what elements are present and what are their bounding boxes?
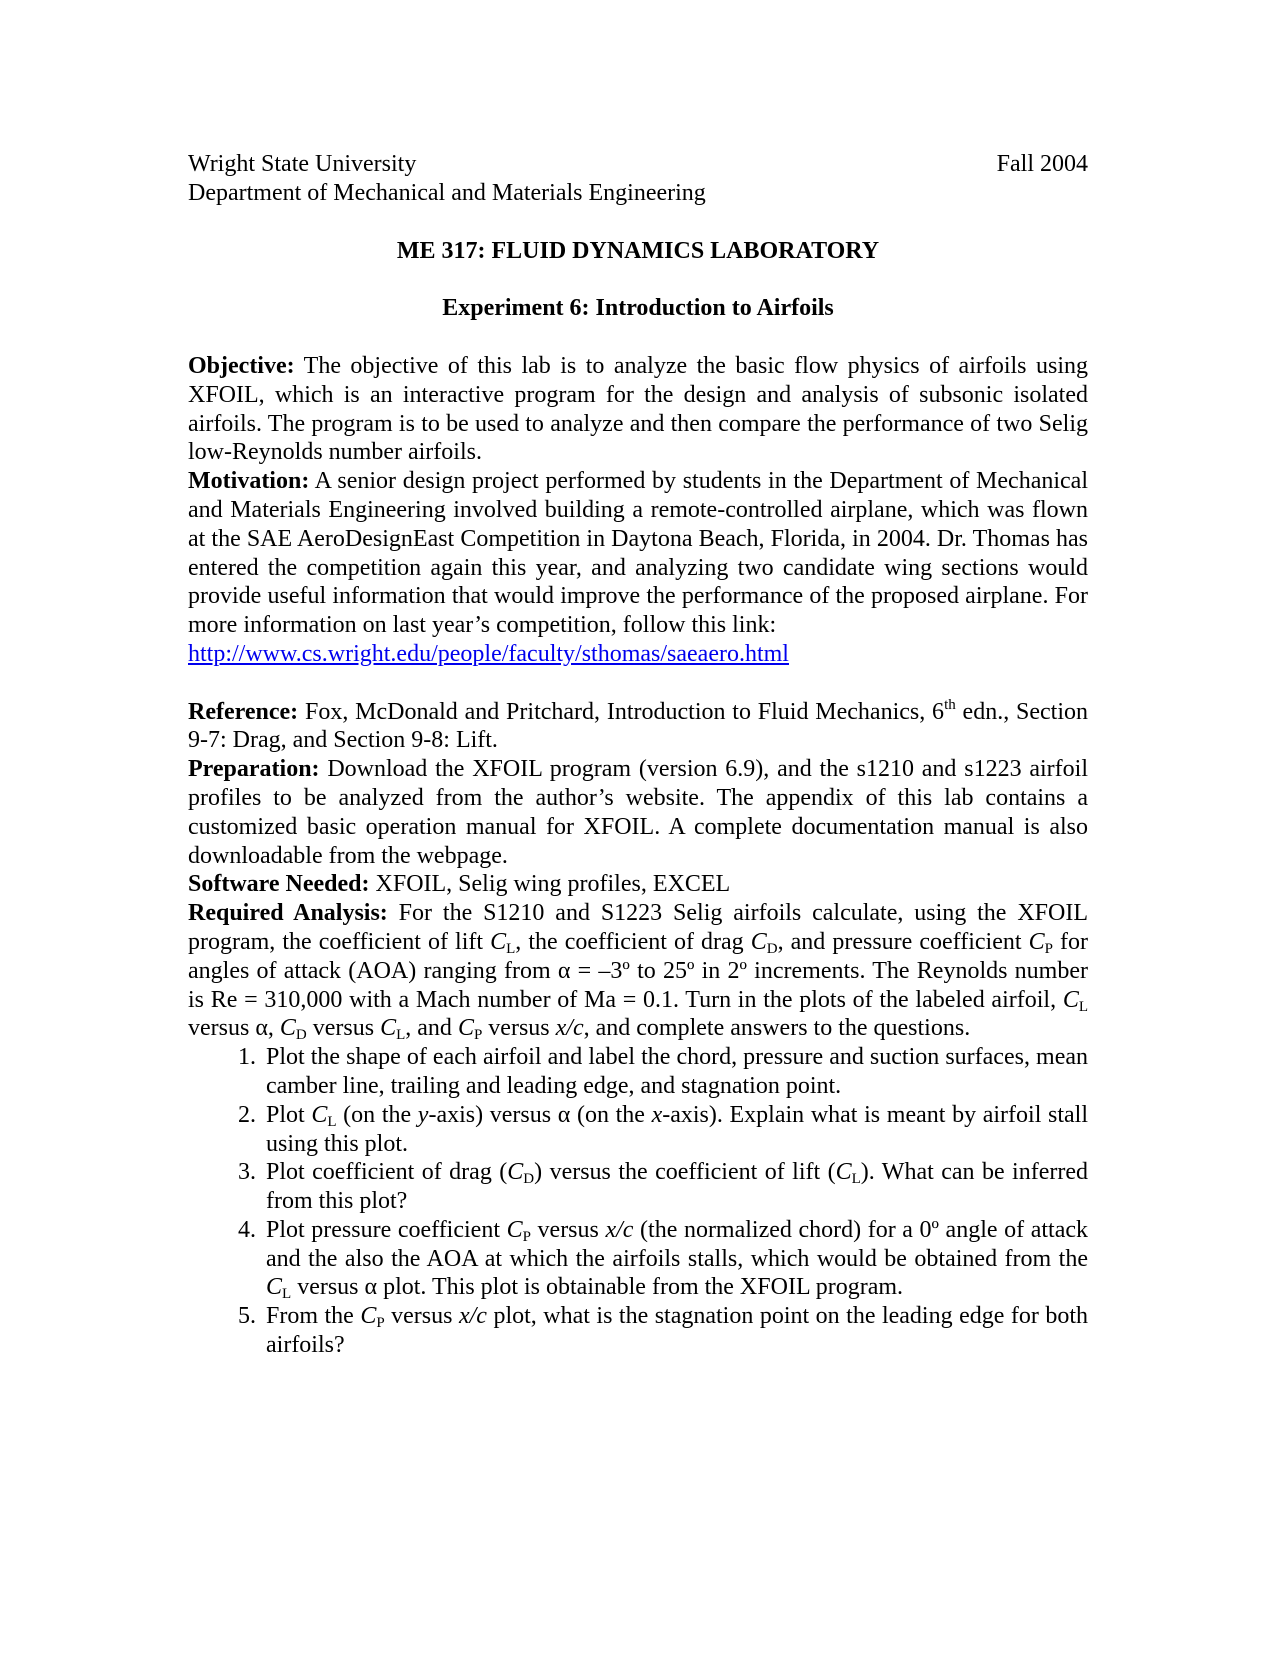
term: Fall 2004	[996, 151, 1088, 177]
question-text: (the normalized chord) for a 0º angle of attack and the also the AOA at which the airfoils stalls, which would be obtained from the	[266, 1216, 1088, 1272]
reference-label: Reference:	[188, 698, 299, 725]
question-text: versus	[384, 1303, 459, 1330]
course-title: ME 317: FLUID DYNAMICS LABORATORY	[396, 237, 880, 264]
symbol-c: C	[311, 1101, 328, 1128]
question-item	[262, 1101, 1088, 1159]
symbol-c: C	[1062, 986, 1079, 1013]
subscript-p: P	[473, 1027, 483, 1044]
document-page	[188, 150, 1088, 1360]
symbol-c: C	[380, 1015, 397, 1042]
subscript-d: D	[766, 940, 778, 957]
question-item	[262, 1302, 1088, 1360]
preparation-label: Preparation:	[188, 756, 320, 783]
question-text: plot, what is the stagnation point on the leading edge for both airfoils?	[266, 1303, 1089, 1359]
department-name: Department of Mechanical and Materials Engineering	[188, 179, 706, 206]
analysis-text: , and pressure coefficient	[777, 928, 1029, 955]
analysis-text: , the coefficient of drag	[515, 928, 751, 955]
question-item	[262, 1043, 1088, 1101]
question-item	[262, 1216, 1088, 1302]
symbol-c: C	[506, 1216, 523, 1243]
subscript-p: P	[376, 1315, 385, 1332]
motivation-section	[188, 467, 1088, 669]
competition-link[interactable]: http://www.cs.wright.edu/people/faculty/sthomas/saeaero.html	[188, 640, 789, 667]
subscript-d: D	[523, 1171, 535, 1188]
header-row	[188, 150, 1088, 179]
analysis-text: for angles of attack (AOA) ranging from α = –3º to 25º in 2º increments. The Reynolds number is Re = 310,000 with a Mach number of Ma = 0.1. Turn in the plots of the labeled airfoil,	[188, 928, 1089, 1013]
question-text: versus	[530, 1216, 606, 1243]
analysis-label: Required Analysis:	[188, 900, 388, 927]
symbol-c: C	[750, 928, 767, 955]
symbol-c: C	[490, 928, 507, 955]
objective-text: The objective of this lab is to analyze the basic flow physics of airfoils using XFOIL, which is an interactive program for the design and analysis of subsonic isolated airfoils. The program is to be used to analyze and then compare the performance of two Selig low-Reynolds number airfoils.	[188, 352, 1088, 466]
question-item	[262, 1158, 1088, 1216]
analysis-text: versus	[306, 1015, 381, 1042]
analysis-text: versus	[482, 1015, 556, 1042]
subscript-l: L	[396, 1027, 406, 1044]
question-text: Plot	[266, 1101, 312, 1128]
analysis-text: For the S1210 and S1223 Selig airfoils calculate, using the XFOIL program, the coefficient of lift	[188, 900, 1088, 955]
software-section	[188, 870, 1088, 899]
subscript-l: L	[506, 940, 516, 957]
symbol-c: C	[266, 1274, 283, 1301]
software-text: XFOIL, Selig wing profiles, EXCEL	[369, 871, 731, 898]
question-text: Plot pressure coefficient	[266, 1216, 507, 1243]
question-text: Plot coefficient of drag (	[266, 1159, 508, 1186]
question-list	[188, 1043, 1088, 1360]
objective-label: Objective:	[188, 352, 295, 379]
subscript-l: L	[282, 1286, 292, 1303]
symbol-y: y	[417, 1101, 429, 1128]
subscript-l: L	[1078, 998, 1088, 1015]
subscript-p: P	[522, 1228, 531, 1245]
symbol-c: C	[507, 1159, 524, 1186]
subscript-l: L	[851, 1171, 861, 1188]
subscript-d: D	[295, 1027, 307, 1044]
symbol-c: C	[1028, 928, 1045, 955]
subscript-p: P	[1044, 940, 1053, 957]
question-text: Plot the shape of each airfoil and label the chord, pressure and suction surfaces, mean camber line, trailing and leading edge, and stagnation point.	[266, 1044, 1088, 1099]
question-text: versus α plot. This plot is obtainable from the XFOIL program.	[291, 1274, 904, 1301]
symbol-c: C	[457, 1015, 474, 1042]
symbol-c: C	[360, 1303, 377, 1330]
question-text: -axis) versus α (on the	[428, 1101, 652, 1128]
motivation-text: A senior design project performed by students in the Department of Mechanical and Materials Engineering involved building a remote-controlled airplane, which was flown at the SAE AeroDesignEast Competition in Daytona Beach, Florida, in 2004. Dr. Thomas has entered the competition again this year, and analyzing two candidate wing sections would provide useful information that would improve the performance of the proposed airplane. For more information on last year’s competition, follow this link:	[188, 468, 1088, 639]
software-label: Software Needed:	[188, 871, 370, 898]
symbol-x: x	[651, 1101, 663, 1128]
symbol-c: C	[279, 1015, 296, 1042]
symbol-c: C	[835, 1159, 852, 1186]
question-text: (on the	[336, 1101, 418, 1128]
question-text: From the	[266, 1303, 361, 1330]
symbol-xc: x/c	[605, 1216, 634, 1243]
question-text: -axis). Explain what is meant by airfoil stall using this plot.	[266, 1101, 1089, 1157]
reference-text: Fox, McDonald and Pritchard, Introduction to Fluid Mechanics, 6	[298, 698, 945, 725]
analysis-text: versus α,	[188, 1015, 280, 1042]
symbol-xc: x/c	[555, 1015, 584, 1042]
university-name: Wright State University	[188, 151, 417, 177]
analysis-text: , and complete answers to the questions.	[583, 1015, 971, 1042]
analysis-section	[188, 899, 1088, 1043]
symbol-xc: x/c	[458, 1303, 487, 1330]
reference-text-cont: edn., Section 9-7: Drag, and Section 9-8: Lift.	[188, 698, 1089, 754]
objective-section	[188, 352, 1088, 467]
subscript-l: L	[327, 1113, 337, 1130]
motivation-label: Motivation:	[188, 468, 310, 495]
edition-superscript: th	[944, 696, 956, 713]
experiment-title: Experiment 6: Introduction to Airfoils	[442, 295, 834, 322]
reference-section	[188, 698, 1088, 756]
preparation-text: Download the XFOIL program (version 6.9), and the s1210 and s1223 airfoil profiles to be analyzed from the author’s website. The appendix of this lab contains a customized basic operation manual for XFOIL. A complete documentation manual is also downloadable from the webpage.	[188, 756, 1088, 869]
preparation-section	[188, 755, 1088, 870]
question-text: ) versus the coefficient of lift (	[534, 1159, 836, 1186]
question-text: ). What can be inferred from this plot?	[266, 1159, 1089, 1215]
analysis-text: , and	[405, 1015, 458, 1042]
